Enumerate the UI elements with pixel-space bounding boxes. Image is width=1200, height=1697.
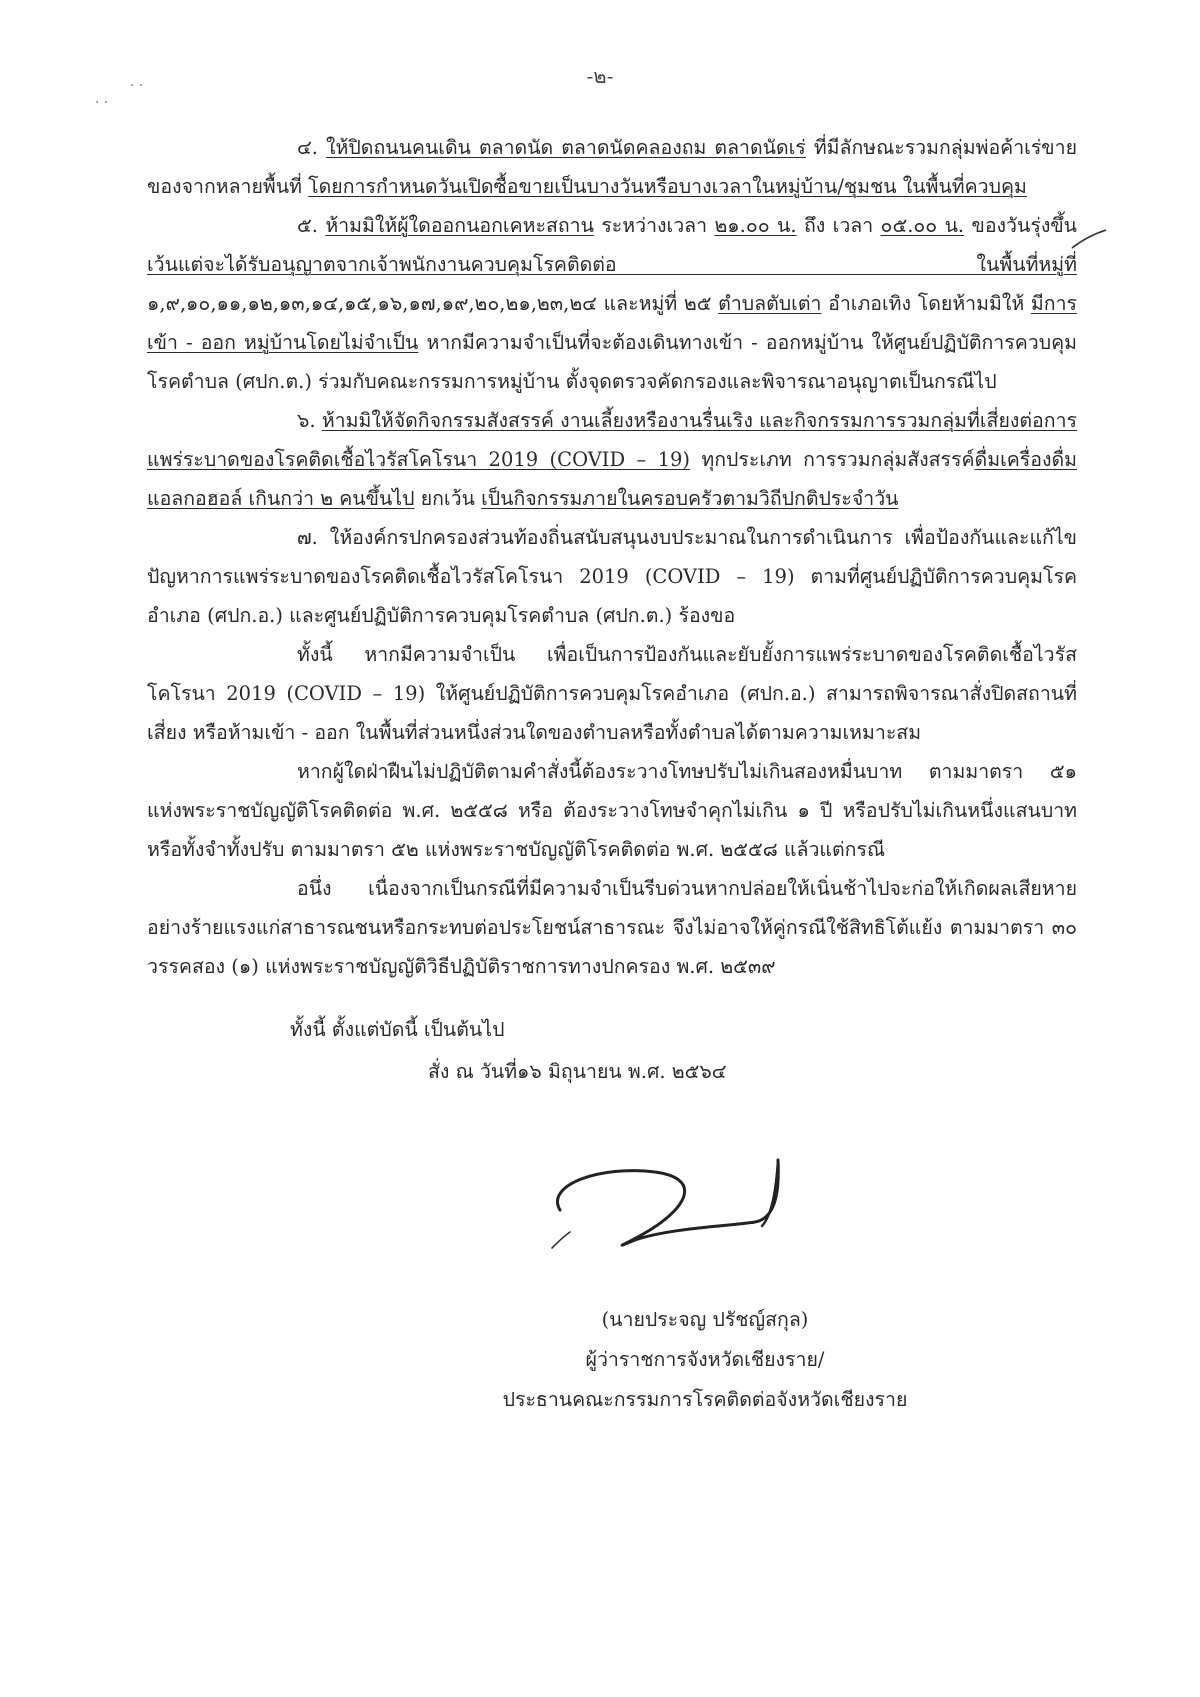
paragraph-urgency: อนึ่ง เนื่องจากเป็นกรณีที่มีความจำเป็นรีบด่วนหากปล่อยให้เนิ่นช้าไปจะก่อให้เกิดผลเสียหายอย่างร้ายแรงแก่สาธารณชนหรือกระทบต่อประโยชน์สาธารณะ จึงไม่อาจให้คู่กรณีใช้สิทธิโต้แย้ง ตามมาตรา ๓๐ วรรคสอง (๑) แห่งพระราชบัญญัติวิธีปฏิบัติราชการทางปกครอง พ.ศ. ๒๕๓๙ xyxy=(147,877,1077,978)
signer-position: ผู้ว่าราชการจังหวัดเชียงราย/ xyxy=(585,1348,825,1371)
paragraph-text: ที่มีลักษณะรวมกลุ่มพ่อค้าเร่ขายของจากหลายพื้นที่ xyxy=(147,136,1078,198)
paragraph-penalty: หากผู้ใดฝ่าฝืนไม่ปฏิบัติตามคำสั่งนี้ต้องระวางโทษปรับไม่เกินสองหมื่นบาท ตามมาตรา ๕๑ แห่งพระราชบัญญัติโรคติดต่อ พ.ศ. ๒๕๕๘ หรือ ต้องระวางโทษจำคุกไม่เกิน ๑ ปี หรือปรับไม่เกินหนึ่งแสนบาท หรือทั้งจำทั้งปรับ ตามมาตรา ๕๒ แห่งพระราชบัญญัติโรคติดต่อ พ.ศ. ๒๕๕๘ แล้วแต่กรณี xyxy=(147,760,1077,861)
paragraph-5 xyxy=(147,206,1077,401)
underlined-text: ดื่มเครื่องดื่มแอลกอฮอล์ เกินกว่า ๒ คนขึ้นไป xyxy=(147,448,1077,510)
paragraph-6 xyxy=(147,401,1077,518)
scan-speck: · · xyxy=(130,78,144,94)
paragraph-text: อำเภอเทิง โดยห้ามมิให้ xyxy=(821,292,1025,315)
paragraph-text: ถึง เวลา xyxy=(796,214,881,237)
signer-block xyxy=(470,1300,940,1420)
underlined-text: ตำบลตับเต่า xyxy=(718,292,822,315)
item-number: ๗. xyxy=(297,526,318,549)
scan-speck: · · xyxy=(95,95,109,111)
underlined-text: ห้ามมิให้จัดกิจกรรมสังสรรค์ งานเลี้ยงหรืองานรื่นเริง และกิจกรรมการรวมกลุ่มที่เสี่ยงต่อการแพร่ระบาดของโรคติดเชื้อไวรัสโคโรนา 2019 (COVID – 19) xyxy=(147,409,1077,471)
paragraph-text: ๑,๙,๑๐,๑๑,๑๒,๑๓,๑๔,๑๕,๑๖,๑๗,๑๙,๒๐,๒๑,๒๓,๒๔ และหมู่ที่ ๒๕ xyxy=(147,292,719,315)
item-number: ๖. xyxy=(297,409,316,432)
item-number: ๕. xyxy=(297,214,318,237)
paragraph-text: ให้องค์กรปกครองส่วนท้องถิ่นสนับสนุนงบประมาณในการดำเนินการ เพื่อป้องกันและแก้ไขปัญหาการแพร่ระบาดของโรคติดเชื้อไวรัสโคโรนา 2019 (COVID – 19) ตามที่ศูนย์ปฏิบัติการควบคุมโรคอำเภอ (ศปก.อ.) และศูนย์ปฏิบัติการควบคุมโรคตำบล (ศปก.ต.) ร้องขอ xyxy=(147,526,1078,627)
order-date: สั่ง ณ วันที่๑๖ มิถุนายน พ.ศ. ๒๕๖๔ xyxy=(428,1060,727,1083)
underlined-text: เว้นแต่จะได้รับอนุญาตจากเจ้าพนักงานควบคุมโรคติดต่อ ในพื้นที่หมู่ที่ xyxy=(147,253,1077,276)
underlined-text: มีการเข้า - ออก หมู่บ้านโดยไม่จำเป็น xyxy=(147,292,1077,354)
handwritten-signature xyxy=(540,1130,810,1280)
order-body xyxy=(147,128,1077,986)
underlined-text: ห้ามมิให้ผู้ใดออกนอกเคหะสถาน xyxy=(325,214,594,237)
item-number: ๔. xyxy=(297,136,318,159)
underlined-text: โดยการกำหนดวันเปิดซื้อขายเป็นบางวันหรือบางเวลาในหมู่บ้าน/ชุมชน ในพื้นที่ควบคุม xyxy=(308,175,1027,198)
paragraph-text: ของวันรุ่งขึ้น xyxy=(964,214,1077,237)
paragraph-7 xyxy=(147,518,1077,635)
signer-position: ประธานคณะกรรมการโรคติดต่อจังหวัดเชียงราย xyxy=(502,1388,908,1411)
effective-clause: ทั้งนี้ ตั้งแต่บัดนี้ เป็นต้นไป xyxy=(290,1018,505,1041)
underlined-text: ๐๕.๐๐ น. xyxy=(880,214,965,237)
underlined-text: ๒๑.๐๐ น. xyxy=(714,214,797,237)
page-number: -๒- xyxy=(586,64,614,88)
paragraph-text: หากมีความจำเป็นที่จะต้องเดินทางเข้า - ออกหมู่บ้าน ให้ศูนย์ปฏิบัติการควบคุมโรคตำบล (ศปก.ต.) ร่วมกับคณะกรรมการหมู่บ้าน ตั้งจุดตรวจคัดกรองและพิจารณาอนุญาตเป็นกรณีไป xyxy=(147,331,1077,393)
signer-name: (นายประจญ ปรัชญ์สกุล) xyxy=(601,1308,809,1331)
paragraph-4 xyxy=(147,128,1077,206)
underlined-text: ให้ปิดถนนคนเดิน ตลาดนัด ตลาดนัดคลองถม ตลาดนัดเร่ xyxy=(326,136,806,159)
paragraph-text: ระหว่างเวลา xyxy=(593,214,715,237)
underlined-text: เป็นกิจกรรมภายในครอบครัวตามวิถีปกติประจำวัน xyxy=(481,487,899,510)
paragraph-text: ยกเว้น xyxy=(414,487,482,510)
paragraph-exception: ทั้งนี้ หากมีความจำเป็น เพื่อเป็นการป้องกันและยับยั้งการแพร่ระบาดของโรคติดเชื้อไวรัสโคโรนา 2019 (COVID – 19) ให้ศูนย์ปฏิบัติการควบคุมโรคอำเภอ (ศปก.อ.) สามารถพิจารณาสั่งปิดสถานที่เสี่ยง หรือห้ามเข้า - ออก ในพื้นที่ส่วนหนึ่งส่วนใดของตำบลหรือทั้งตำบลได้ตามความเหมาะสม xyxy=(147,643,1077,744)
paragraph-text: ทุกประเภท การรวมกลุ่มสังสรรค์ xyxy=(690,448,975,471)
